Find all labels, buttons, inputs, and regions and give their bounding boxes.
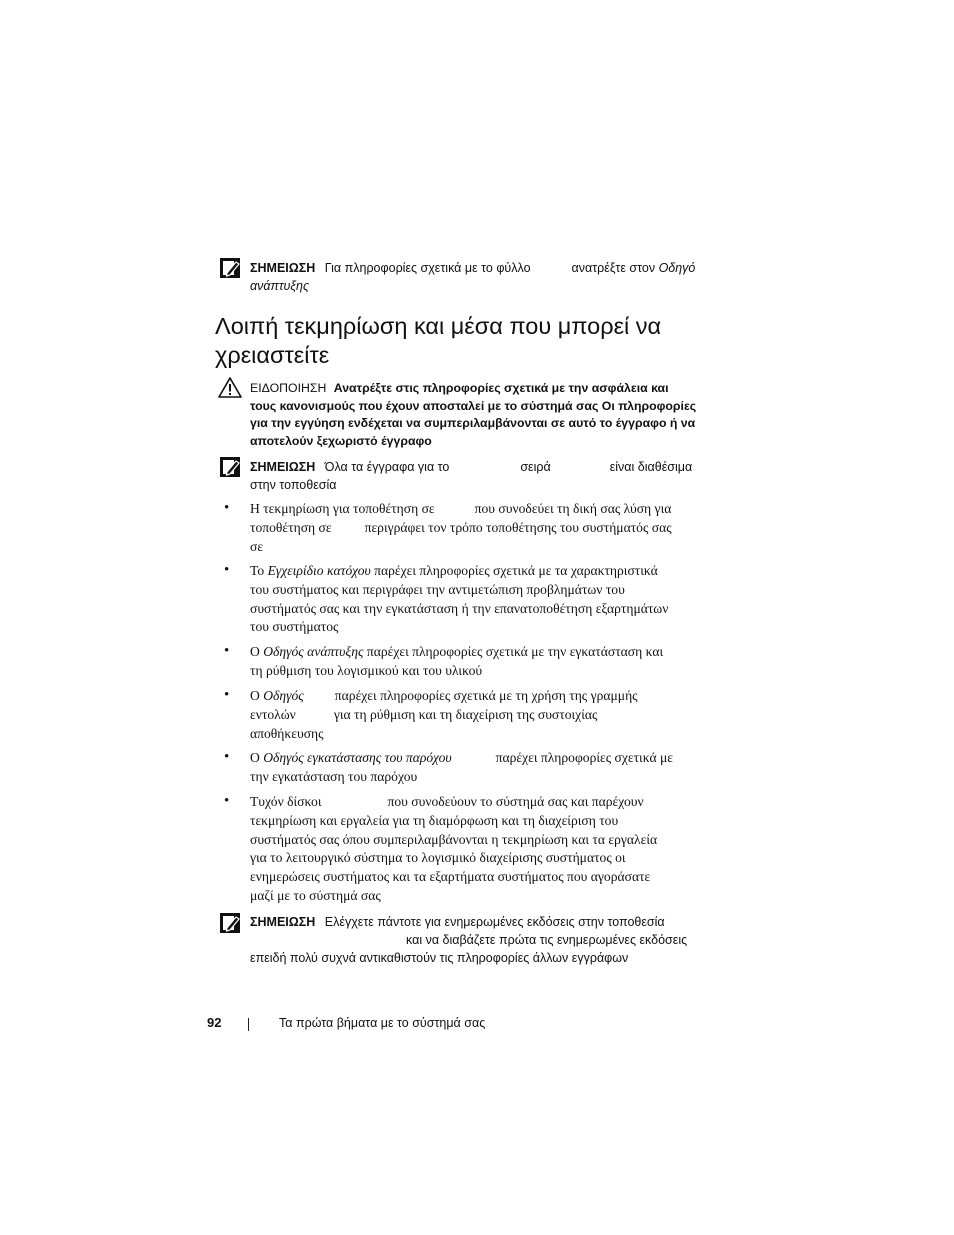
note-text-part: Για πληροφορίες σχετικά με το φύλλο: [324, 261, 531, 275]
bullet-marker: •: [224, 562, 230, 578]
footer-title: Τα πρώτα βήματα με το σύστημά σας: [279, 1016, 486, 1030]
warning-line: για την εγγύηση ενδέχεται να συμπεριλαμβάνονται σε αυτό το έγγραφο ή να: [250, 416, 696, 430]
bullet-marker: •: [224, 749, 230, 765]
list-item-text: που συνοδεύουν το σύστημά σας και παρέχουν: [387, 794, 644, 809]
list-item-text: του συστήματος: [250, 619, 339, 635]
bullet-marker: •: [224, 687, 230, 703]
list-item-text: τοποθέτηση σε: [250, 519, 332, 535]
note-text-part: σειρά: [520, 460, 551, 474]
list-item: [250, 562, 720, 637]
list-item-text: για τη ρύθμιση και τη διαχείριση της συστοιχίας: [333, 706, 598, 722]
list-item-text: Ο: [250, 750, 260, 765]
warning-triangle-icon: [218, 377, 242, 398]
warning-block: [250, 380, 725, 450]
note-text-part: Ελέγχετε πάντοτε για ενημερωμένες εκδόσεις στην τοποθεσία: [324, 915, 665, 929]
list-item-text: παρέχει πληροφορίες σχετικά με: [495, 750, 673, 765]
note-pencil-icon: [220, 457, 240, 477]
note-updates: [250, 913, 720, 967]
list-item-text: παρέχει πληροφορίες σχετικά με τα χαρακτηριστικά: [374, 563, 658, 578]
section-title-line: χρειαστείτε: [215, 342, 330, 368]
note-label: ΣΗΜΕΙΩΣΗ: [250, 460, 316, 474]
list-item-text: την εγκατάσταση του παρόχου: [250, 768, 418, 784]
note-text-part: και να διαβάζετε πρώτα τις ενημερωμένες εκδόσεις: [406, 933, 688, 947]
list-item-italic: Οδηγός ανάπτυξης: [263, 644, 364, 659]
note-pencil-icon: [220, 258, 240, 278]
list-item-text: Ο: [250, 644, 260, 659]
note-text-part: στην τοποθεσία: [250, 478, 337, 492]
note-pencil-icon: [220, 913, 240, 933]
list-item: [250, 500, 720, 556]
list-item: [250, 749, 720, 787]
note-text-part: ανατρέξτε στον: [571, 261, 656, 275]
note-text-part: Οδηγό: [658, 261, 696, 275]
list-item: [250, 687, 720, 743]
list-item: [250, 793, 720, 906]
warning-line: Ανατρέξτε στις πληροφορίες σχετικά με την ασφάλεια και: [333, 381, 669, 395]
note-text-part: είναι διαθέσιμα: [609, 460, 693, 474]
list-item-text: Τυχόν δίσκοι: [250, 794, 322, 809]
bullet-marker: •: [224, 793, 230, 809]
warning-line: τους κανονισμούς που έχουν αποσταλεί με το σύστημά σας Οι πληροφορίες: [250, 398, 697, 413]
bullet-marker: •: [224, 500, 230, 516]
list-item-text: Ο: [250, 688, 260, 703]
list-item-text: για το λειτουργικό σύστημα το λογισμικό διαχείρισης συστήματος οι: [250, 850, 626, 866]
list-item-text: μαζί με το σύστημά σας: [250, 887, 381, 903]
list-item-text: που συνοδεύει τη δική σας λύση για: [474, 501, 672, 516]
page-number: 92: [207, 1015, 222, 1030]
note-text-part: ανάπτυξης: [250, 279, 310, 293]
footer-divider: [248, 1018, 249, 1031]
list-item-italic: Οδηγός εγκατάστασης του παρόχου: [263, 750, 452, 765]
note-label: ΣΗΜΕΙΩΣΗ: [250, 915, 316, 929]
list-item-text: αποθήκευσης: [250, 725, 324, 741]
note-text-part: επειδή πολύ συχνά αντικαθιστούν τις πληροφορίες άλλων εγγράφων: [250, 951, 629, 965]
bullet-marker: •: [224, 643, 230, 659]
list-item-text: περιγράφει τον τρόπο τοποθέτησης του συστήματός σας: [364, 519, 672, 535]
list-item: [250, 643, 720, 681]
list-item-text: του συστήματος και περιγράφει την αντιμετώπιση προβλημάτων του: [250, 581, 625, 597]
warning-label: ΕΙΔΟΠΟΙΗΣΗ: [250, 381, 327, 395]
warning-line: αποτελούν ξεχωριστό έγγραφο: [250, 433, 432, 448]
list-item-italic: Εγχειρίδιο κατόχου: [267, 563, 371, 578]
list-item-text: τεκμηρίωση και εργαλεία για τη διαμόρφωση και τη διαχείριση του: [250, 812, 619, 828]
list-item-text: εντολών: [250, 706, 296, 722]
list-item-italic: Οδηγός: [263, 688, 304, 703]
note-documents: [250, 458, 720, 494]
section-title-line: Λοιπή τεκμηρίωση και μέσα που μπορεί να: [215, 313, 662, 339]
list-item-text: παρέχει πληροφορίες σχετικά με την εγκατάσταση και: [366, 644, 664, 659]
note-label: ΣΗΜΕΙΩΣΗ: [250, 261, 316, 275]
section-title: [215, 312, 735, 370]
list-item-text: ενημερώσεις συστήματος και τα εξαρτήματα συστήματος που αγοράσατε: [250, 869, 651, 885]
list-item-text: Το: [250, 563, 265, 578]
list-item-text: σε: [250, 538, 264, 554]
list-item-text: Η τεκμηρίωση για τοποθέτηση σε: [250, 501, 435, 516]
list-item-text: συστήματός σας όπου συμπεριλαμβάνονται η τεκμηρίωση και τα εργαλεία: [250, 831, 658, 847]
note-general: [250, 259, 720, 295]
list-item-text: παρέχει πληροφορίες σχετικά με τη χρήση της γραμμής: [334, 688, 638, 703]
list-item-text: συστήματός σας και την εγκατάσταση ή την επανατοποθέτηση εξαρτημάτων: [250, 600, 669, 616]
note-text-part: Όλα τα έγγραφα για το: [324, 460, 450, 474]
list-item-text: τη ρύθμιση του λογισμικού και του υλικού: [250, 662, 483, 678]
